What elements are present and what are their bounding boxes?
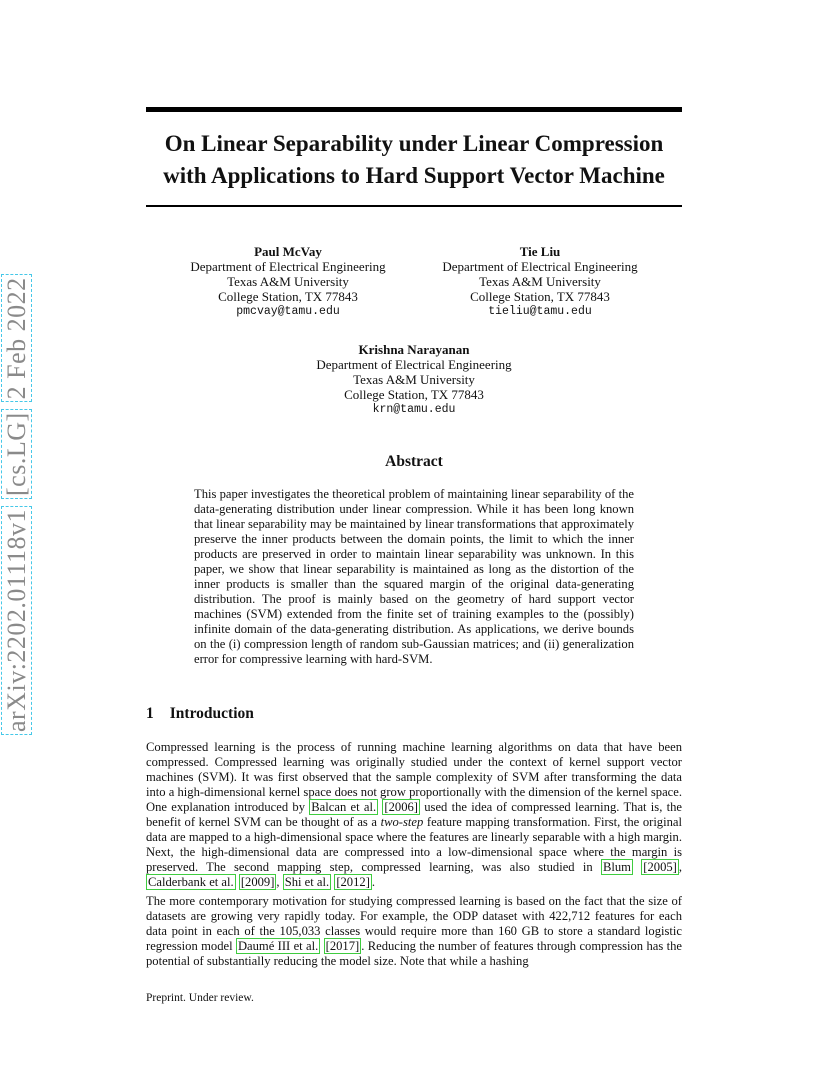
paragraph-text: , xyxy=(678,860,683,874)
title-line-1: On Linear Separability under Linear Compression xyxy=(164,131,664,156)
intro-paragraph-2 xyxy=(146,894,682,969)
arxiv-category-link[interactable]: [cs.LG] xyxy=(1,409,32,499)
arxiv-id-link[interactable]: arXiv:2202.01118v1 xyxy=(1,506,32,735)
intro-paragraph-1 xyxy=(146,740,682,890)
author-email: krn@tamu.edu xyxy=(372,403,456,416)
section-title-text: Introduction xyxy=(169,705,254,722)
author-email: tieliu@tamu.edu xyxy=(488,305,592,318)
title-top-rule xyxy=(146,107,682,112)
arxiv-date-link[interactable]: 2 Feb 2022 xyxy=(1,274,32,402)
paragraph-text: Compressed learning is the process of running machine learning algorithms on data that have been compressed. Compressed learning was originally studied under the context of kernel support vector machines (SVM). It was first observed that the sample complexity of SVM after transforming the data into a high-dimensional kernel space does not grow proportionally with the dimension of the kernel space. One explanation introduced by xyxy=(146,740,682,814)
section-heading xyxy=(146,705,254,723)
paragraph-text: . xyxy=(371,875,376,889)
paragraph-text: used the idea of compressed learning. That is, the benefit of kernel SVM can be thought of as a xyxy=(146,800,683,829)
author-university: Texas A&M University xyxy=(227,274,349,289)
author-department: Department of Electrical Engineering xyxy=(316,357,512,372)
footer-note: Preprint. Under review. xyxy=(146,992,254,1004)
title-bottom-rule xyxy=(146,205,682,207)
citation-blum-year-link[interactable]: [2005] xyxy=(643,860,677,874)
abstract-text: This paper investigates the theoretical problem of maintaining linear separability of the data-generating distribution under linear compression. While it has been long known that linear separability may be maintained by linear transformations that approximately preserve the inner products between the domain points, the limit to which the inner products are preserved in order to maintain linear separability was unknown. In this paper, we show that linear separability is maintained as long as the distortion of the inner products is smaller than the squared margin of the original data-generating distribution. The proof is mainly based on the geometry of hard support vector machines (SVM) extended from the finite set of training examples to the (possibly) infinite domain of the data-generating distribution. As applications, we derive bounds on the (i) compression length of random sub-Gaussian matrices; and (ii) generalization error for compressive learning with hard-SVM. xyxy=(194,487,634,666)
citation-shi-year-link[interactable]: [2012] xyxy=(336,875,370,889)
paragraph-text: , xyxy=(276,875,283,889)
paragraph-text: . Reducing the number of features through compression has the potential of substantially reducing the model size. Note that while a hashing xyxy=(146,939,682,968)
author-city: College Station, TX 77843 xyxy=(470,289,610,304)
paragraph-text: The more contemporary motivation for studying compressed learning is based on the fact that the size of datasets are growing very rapidly today. For example, the ODP dataset with 422,712 features for each data point in each of the 105,033 classes would require more than 160 GB to store a standard logistic regression model xyxy=(146,894,682,953)
author-department: Department of Electrical Engineering xyxy=(190,259,386,274)
citation-calderbank-year-link[interactable]: [2009] xyxy=(240,875,275,889)
citation-daume-year-link[interactable]: [2017] xyxy=(325,939,360,953)
citation-daume-link[interactable]: Daumé III et al. xyxy=(237,939,319,953)
author-university: Texas A&M University xyxy=(353,372,475,387)
author-block-3 xyxy=(302,342,526,417)
author-city: College Station, TX 77843 xyxy=(344,387,484,402)
author-department: Department of Electrical Engineering xyxy=(442,259,638,274)
citation-calderbank-link[interactable]: Calderbank et al. xyxy=(148,875,234,889)
citation-blum-link[interactable]: Blum xyxy=(602,860,631,874)
paper-title xyxy=(146,128,682,192)
author-name: Tie Liu xyxy=(519,244,561,259)
citation-shi-link[interactable]: Shi et al. xyxy=(284,875,330,889)
abstract-heading: Abstract xyxy=(385,453,443,470)
citation-balcan-link[interactable]: Balcan et al. xyxy=(311,800,377,814)
author-block-1 xyxy=(176,244,400,319)
emphasis-text: two-step xyxy=(380,815,424,829)
paragraph-text: feature mapping transformation. First, the original data are mapped to a high-dimensional space where the features are linearly separable with a high margin. Next, the high-dimensional data are compressed into a low-dimensional space where the margin is preserved. The second mapping step, compressed learning, was also studied in xyxy=(146,815,682,874)
arxiv-identifier[interactable] xyxy=(2,274,32,735)
citation-balcan-year-link[interactable]: [2006] xyxy=(384,800,418,814)
author-block-2 xyxy=(428,244,652,319)
section-number: 1 xyxy=(146,705,154,722)
author-name: Krishna Narayanan xyxy=(358,342,470,357)
author-city: College Station, TX 77843 xyxy=(218,289,358,304)
author-name: Paul McVay xyxy=(254,244,322,259)
title-line-2: with Applications to Hard Support Vector Machine xyxy=(163,163,665,188)
author-university: Texas A&M University xyxy=(479,274,601,289)
author-email: pmcvay@tamu.edu xyxy=(236,305,340,318)
